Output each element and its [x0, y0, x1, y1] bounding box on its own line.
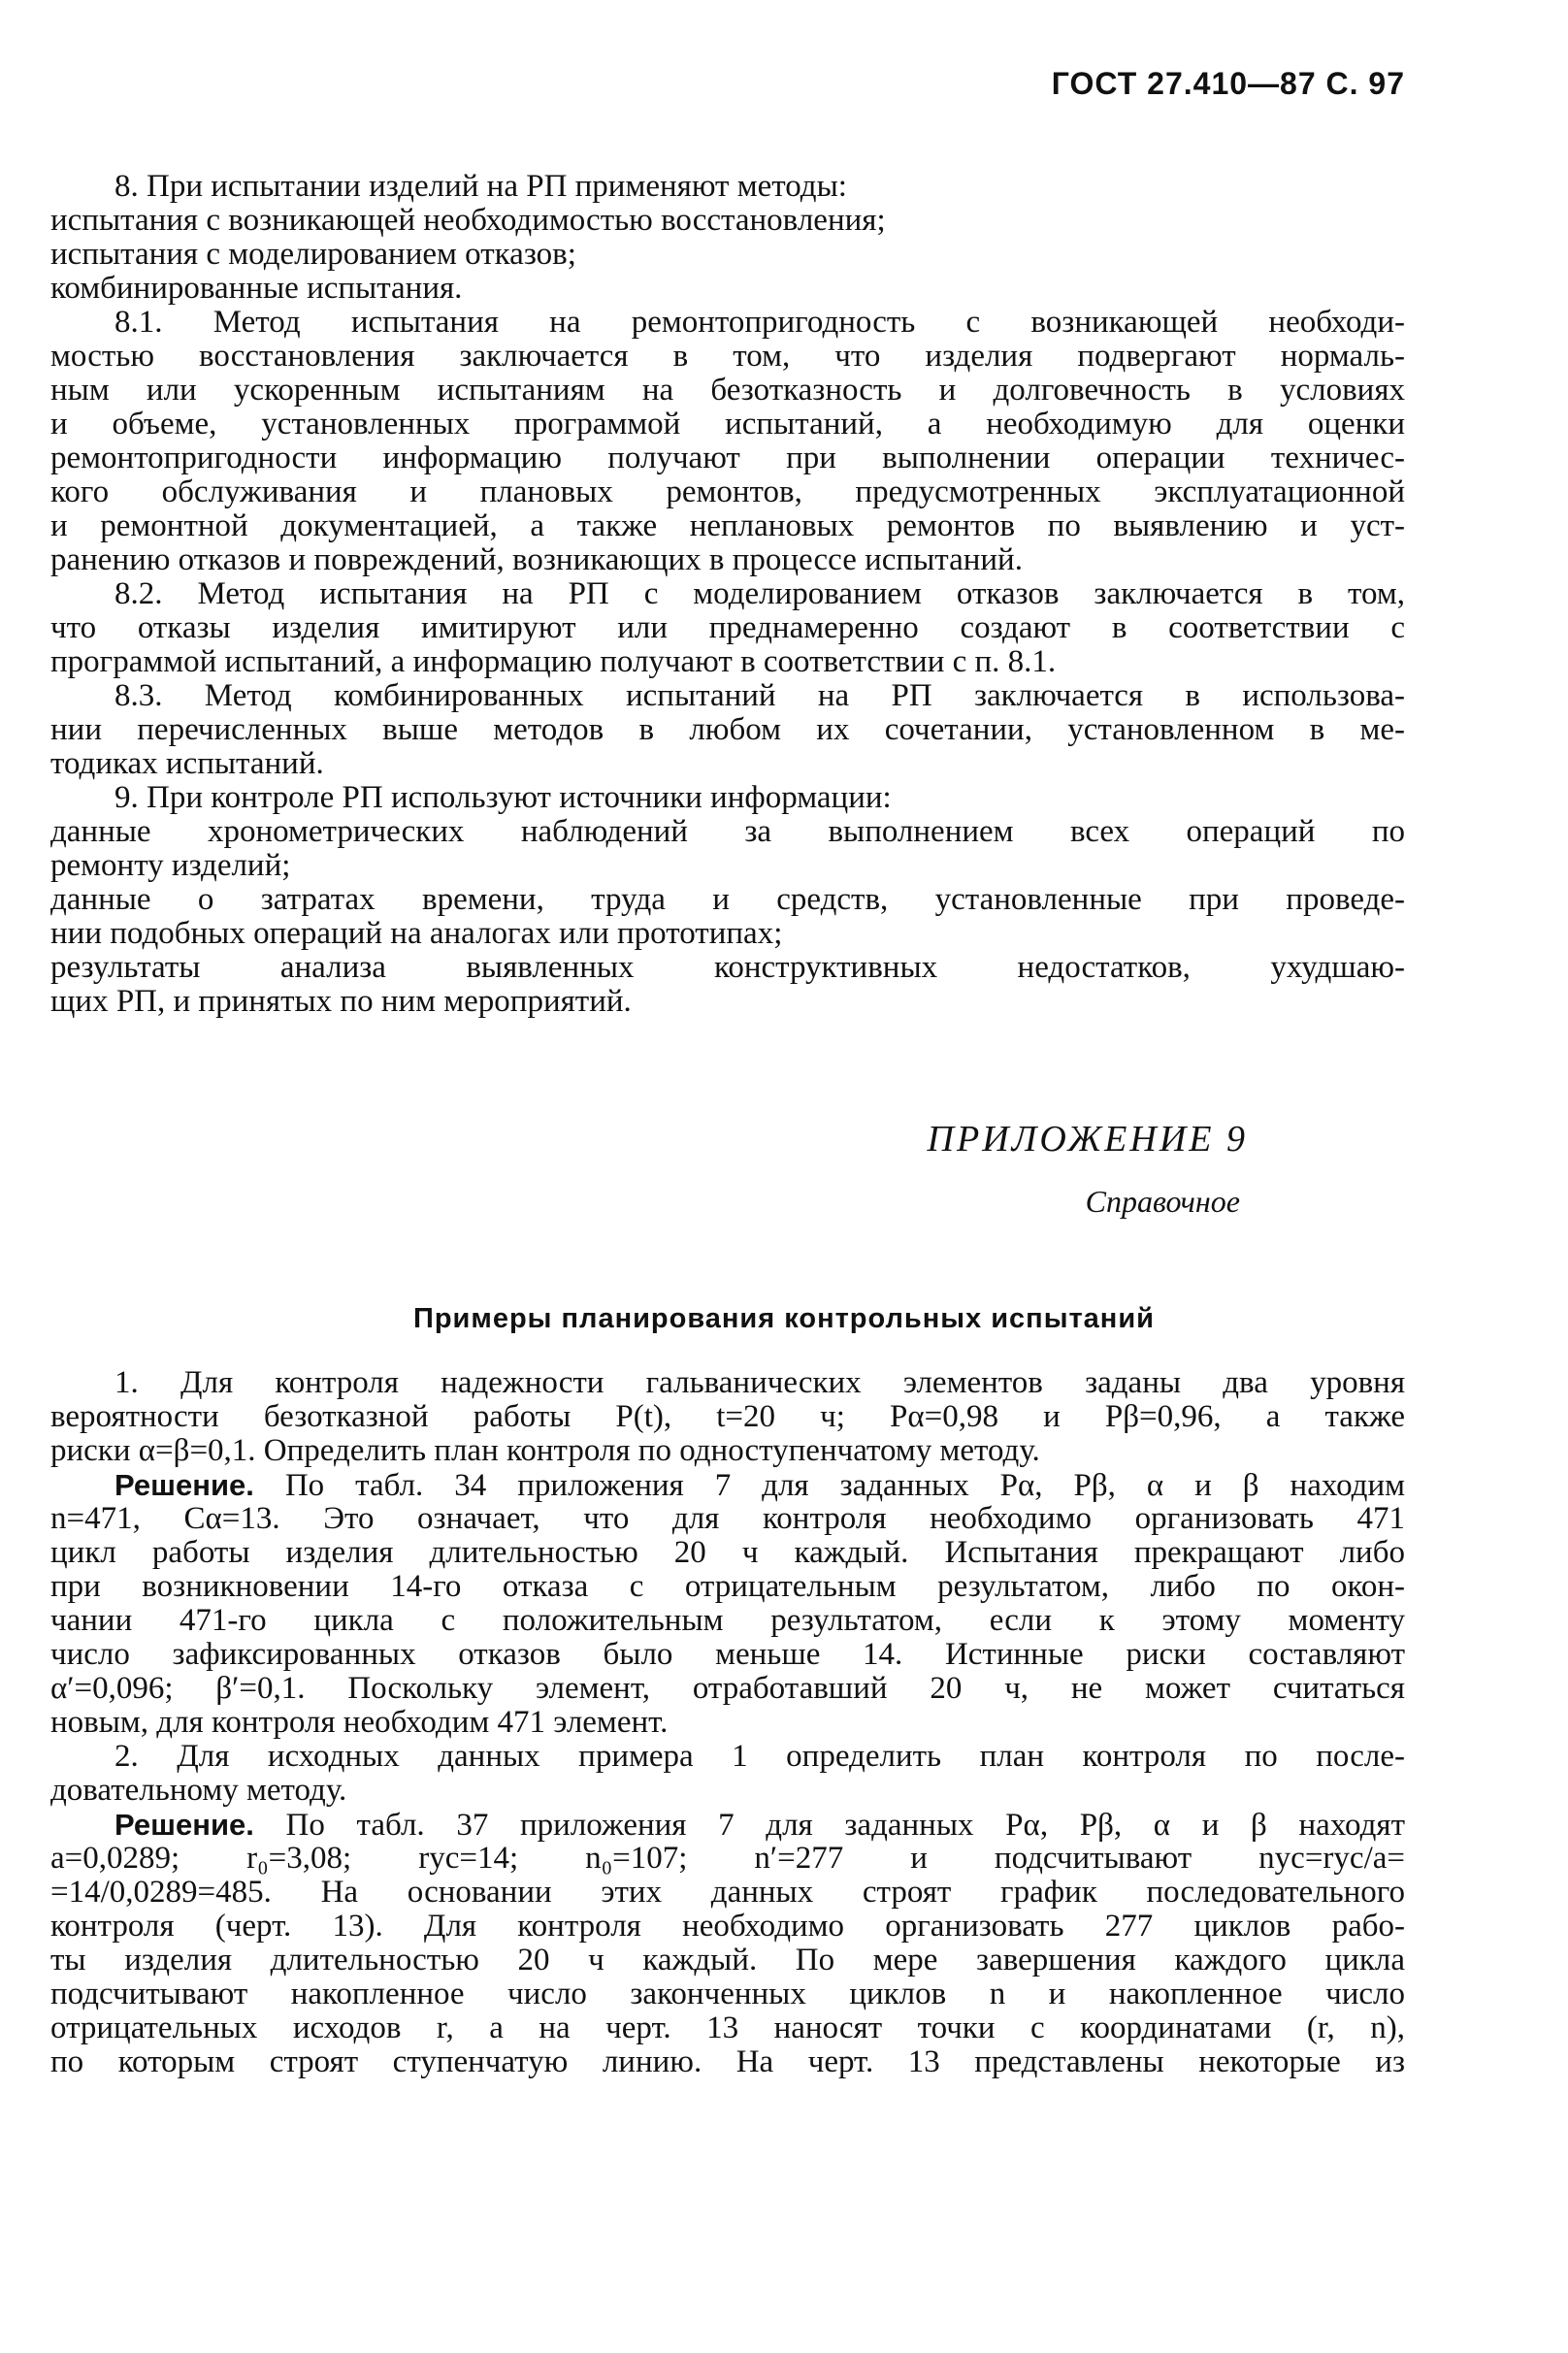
section1-line-text: и объеме, установленных программой испытаний, а необходимую для оценки	[50, 408, 1405, 441]
section2-line-text: отрицательных исходов r, а на черт. 13 наносят точки с координатами (r, n),	[50, 2011, 1405, 2045]
section1-line-text: мостью восстановления заключается в том, что изделия подвергают нормаль-	[50, 340, 1405, 374]
page-header: ГОСТ 27.410—87 С. 97	[1051, 66, 1405, 101]
section2-line	[50, 1400, 1405, 1434]
section1-line-text: и ремонтной документацией, а также неплановых ремонтов по выявлению и уст-	[50, 509, 1405, 543]
section1-line-text: программой испытаний, а информацию получают в соответствии с п. 8.1.	[50, 645, 1057, 679]
section1-line-text: ремонту изделий;	[50, 849, 291, 883]
solution-label: Решение.	[114, 1468, 254, 1502]
section-heading: Примеры планирования контрольных испытаний	[413, 1303, 1155, 1334]
section1-line-text: 9. При контроле РП используют источники информации:	[114, 781, 892, 815]
section1-line	[50, 408, 1405, 441]
section1-line	[50, 645, 1405, 679]
section2-line	[50, 1536, 1405, 1570]
section1-line	[50, 204, 1405, 238]
section1-line	[50, 985, 1405, 1019]
section1-line-text: 8.1. Метод испытания на ремонтопригодность с возникающей необходи-	[114, 306, 1405, 340]
section-8-9-text	[50, 170, 1405, 1019]
section2-line	[50, 1604, 1405, 1638]
section2-line-text: новым, для контроля необходим 471 элемент.	[50, 1706, 669, 1740]
section2-line-text: α′=0,096; β′=0,1. Поскольку элемент, отработавший 20 ч, не может считаться	[50, 1672, 1405, 1706]
section1-line	[50, 815, 1405, 849]
section1-line	[50, 340, 1405, 374]
section2-line-text: чании 471-го цикла с положительным результатом, если к этому моменту	[50, 1604, 1405, 1638]
section2-line-text: n=471, Cα=13. Это означает, что для контроля необходимо организовать 471	[50, 1502, 1405, 1536]
section1-line	[50, 781, 1405, 815]
section1-line-text: результаты анализа выявленных конструктивных недостатков, ухудшаю-	[50, 951, 1405, 985]
section2-line	[50, 1977, 1405, 2011]
section2-line-text: риски α=β=0,1. Определить план контроля по одноступенчатому методу.	[50, 1434, 1040, 1468]
section1-line-text: испытания с моделированием отказов;	[50, 238, 576, 272]
section2-line	[50, 1740, 1405, 1774]
section1-line-text: данные о затратах времени, труда и средств, установленные при проведе-	[50, 883, 1405, 917]
section2-line	[50, 1672, 1405, 1706]
section2-line-text: 2. Для исходных данных примера 1 определить план контроля по после-	[114, 1740, 1405, 1774]
section2-line-text: число зафиксированных отказов было меньше 14. Истинные риски составляют	[50, 1638, 1405, 1672]
section1-line	[50, 238, 1405, 272]
section2-line-text: ты изделия длительностью 20 ч каждый. По мере завершения каждого цикла	[50, 1944, 1405, 1977]
section2-line	[50, 1366, 1405, 1400]
section2-line	[50, 1944, 1405, 1977]
section1-line	[50, 509, 1405, 543]
section1-line	[50, 441, 1405, 475]
section1-line-text: ранению отказов и повреждений, возникающих в процессе испытаний.	[50, 543, 1023, 577]
section2-line	[50, 1638, 1405, 1672]
appendix-title: ПРИЛОЖЕНИЕ 9	[927, 1119, 1248, 1160]
section2-line-text: контроля (черт. 13). Для контроля необходимо организовать 277 циклов рабо-	[50, 1910, 1405, 1944]
section1-line	[50, 611, 1405, 645]
section1-line	[50, 272, 1405, 306]
section2-line-text: a=0,0289; r₀=3,08; rус=14; n₀=107; n′=277 и подсчитывают nус=rус/a=	[50, 1842, 1405, 1876]
section1-line	[50, 747, 1405, 781]
appendix-type: Справочное	[1085, 1184, 1240, 1219]
section1-line	[50, 306, 1405, 340]
section2-line-text: подсчитывают накопленное число законченных циклов n и накопленное число	[50, 1977, 1405, 2011]
section2-line-text: при возникновении 14-го отказа с отрицательным результатом, либо по окон-	[50, 1570, 1405, 1604]
section1-line	[50, 475, 1405, 509]
section2-line-text: по которым строят ступенчатую линию. На черт. 13 представлены некоторые из	[50, 2045, 1405, 2079]
section2-line	[50, 2011, 1405, 2045]
examples-text	[50, 1366, 1405, 2079]
section1-line-text: 8.2. Метод испытания на РП с моделированием отказов заключается в том,	[114, 577, 1405, 611]
section1-line-text: кого обслуживания и плановых ремонтов, предусмотренных эксплуатационной	[50, 475, 1405, 509]
section2-line	[50, 1808, 1405, 1842]
section1-line-text: 8. При испытании изделий на РП применяют методы:	[114, 170, 847, 204]
section2-line-text: вероятности безотказной работы P(t), t=20 ч; Pα=0,98 и Pβ=0,96, а также	[50, 1400, 1405, 1434]
section2-line-text: цикл работы изделия длительностью 20 ч каждый. Испытания прекращают либо	[50, 1536, 1405, 1570]
section1-line	[50, 883, 1405, 917]
section2-line	[50, 2045, 1405, 2079]
section1-line-text: тодиках испытаний.	[50, 747, 324, 781]
section1-line-text: ным или ускоренным испытаниям на безотказность и долговечность в условиях	[50, 374, 1405, 408]
section2-line-text: =14/0,0289=485. На основании этих данных строят график последовательного	[50, 1876, 1405, 1910]
section2-line	[50, 1570, 1405, 1604]
section2-line	[50, 1910, 1405, 1944]
section2-line	[50, 1774, 1405, 1808]
section1-line	[50, 713, 1405, 747]
section1-line-text: ремонтопригодности информацию получают при выполнении операции техничес-	[50, 441, 1405, 475]
section1-line	[50, 679, 1405, 713]
section1-line	[50, 577, 1405, 611]
section1-line-text: щих РП, и принятых по ним мероприятий.	[50, 985, 632, 1019]
solution-label: Решение.	[114, 1808, 254, 1842]
section2-line-text: довательному методу.	[50, 1774, 347, 1808]
section1-line-text: 8.3. Метод комбинированных испытаний на РП заключается в использова-	[114, 679, 1405, 713]
section1-line	[50, 170, 1405, 204]
section1-line-text: данные хронометрических наблюдений за выполнением всех операций по	[50, 815, 1405, 849]
section1-line-text: комбинированные испытания.	[50, 272, 463, 306]
section1-line	[50, 374, 1405, 408]
section1-line-text: нии подобных операций на аналогах или прототипах;	[50, 917, 783, 951]
section1-line	[50, 849, 1405, 883]
section2-line	[50, 1468, 1405, 1502]
section1-line	[50, 917, 1405, 951]
section2-line-text: 1. Для контроля надежности гальванических элементов заданы два уровня	[114, 1366, 1405, 1400]
section2-line	[50, 1876, 1405, 1910]
section1-line-text: что отказы изделия имитируют или преднамеренно создают в соответствии с	[50, 611, 1405, 645]
section2-line-text: По табл. 37 приложения 7 для заданных Pα, Pβ, α и β находят	[253, 1808, 1405, 1842]
section2-line	[50, 1434, 1405, 1468]
section1-line-text: испытания с возникающей необходимостью восстановления;	[50, 204, 886, 238]
section2-line-text: По табл. 34 приложения 7 для заданных Pα, Pβ, α и β находим	[253, 1468, 1405, 1502]
section2-line	[50, 1706, 1405, 1740]
section1-line-text: нии перечисленных выше методов в любом их сочетании, установленном в ме-	[50, 713, 1405, 747]
section1-line	[50, 951, 1405, 985]
section2-line	[50, 1502, 1405, 1536]
section2-line	[50, 1842, 1405, 1876]
section1-line	[50, 543, 1405, 577]
